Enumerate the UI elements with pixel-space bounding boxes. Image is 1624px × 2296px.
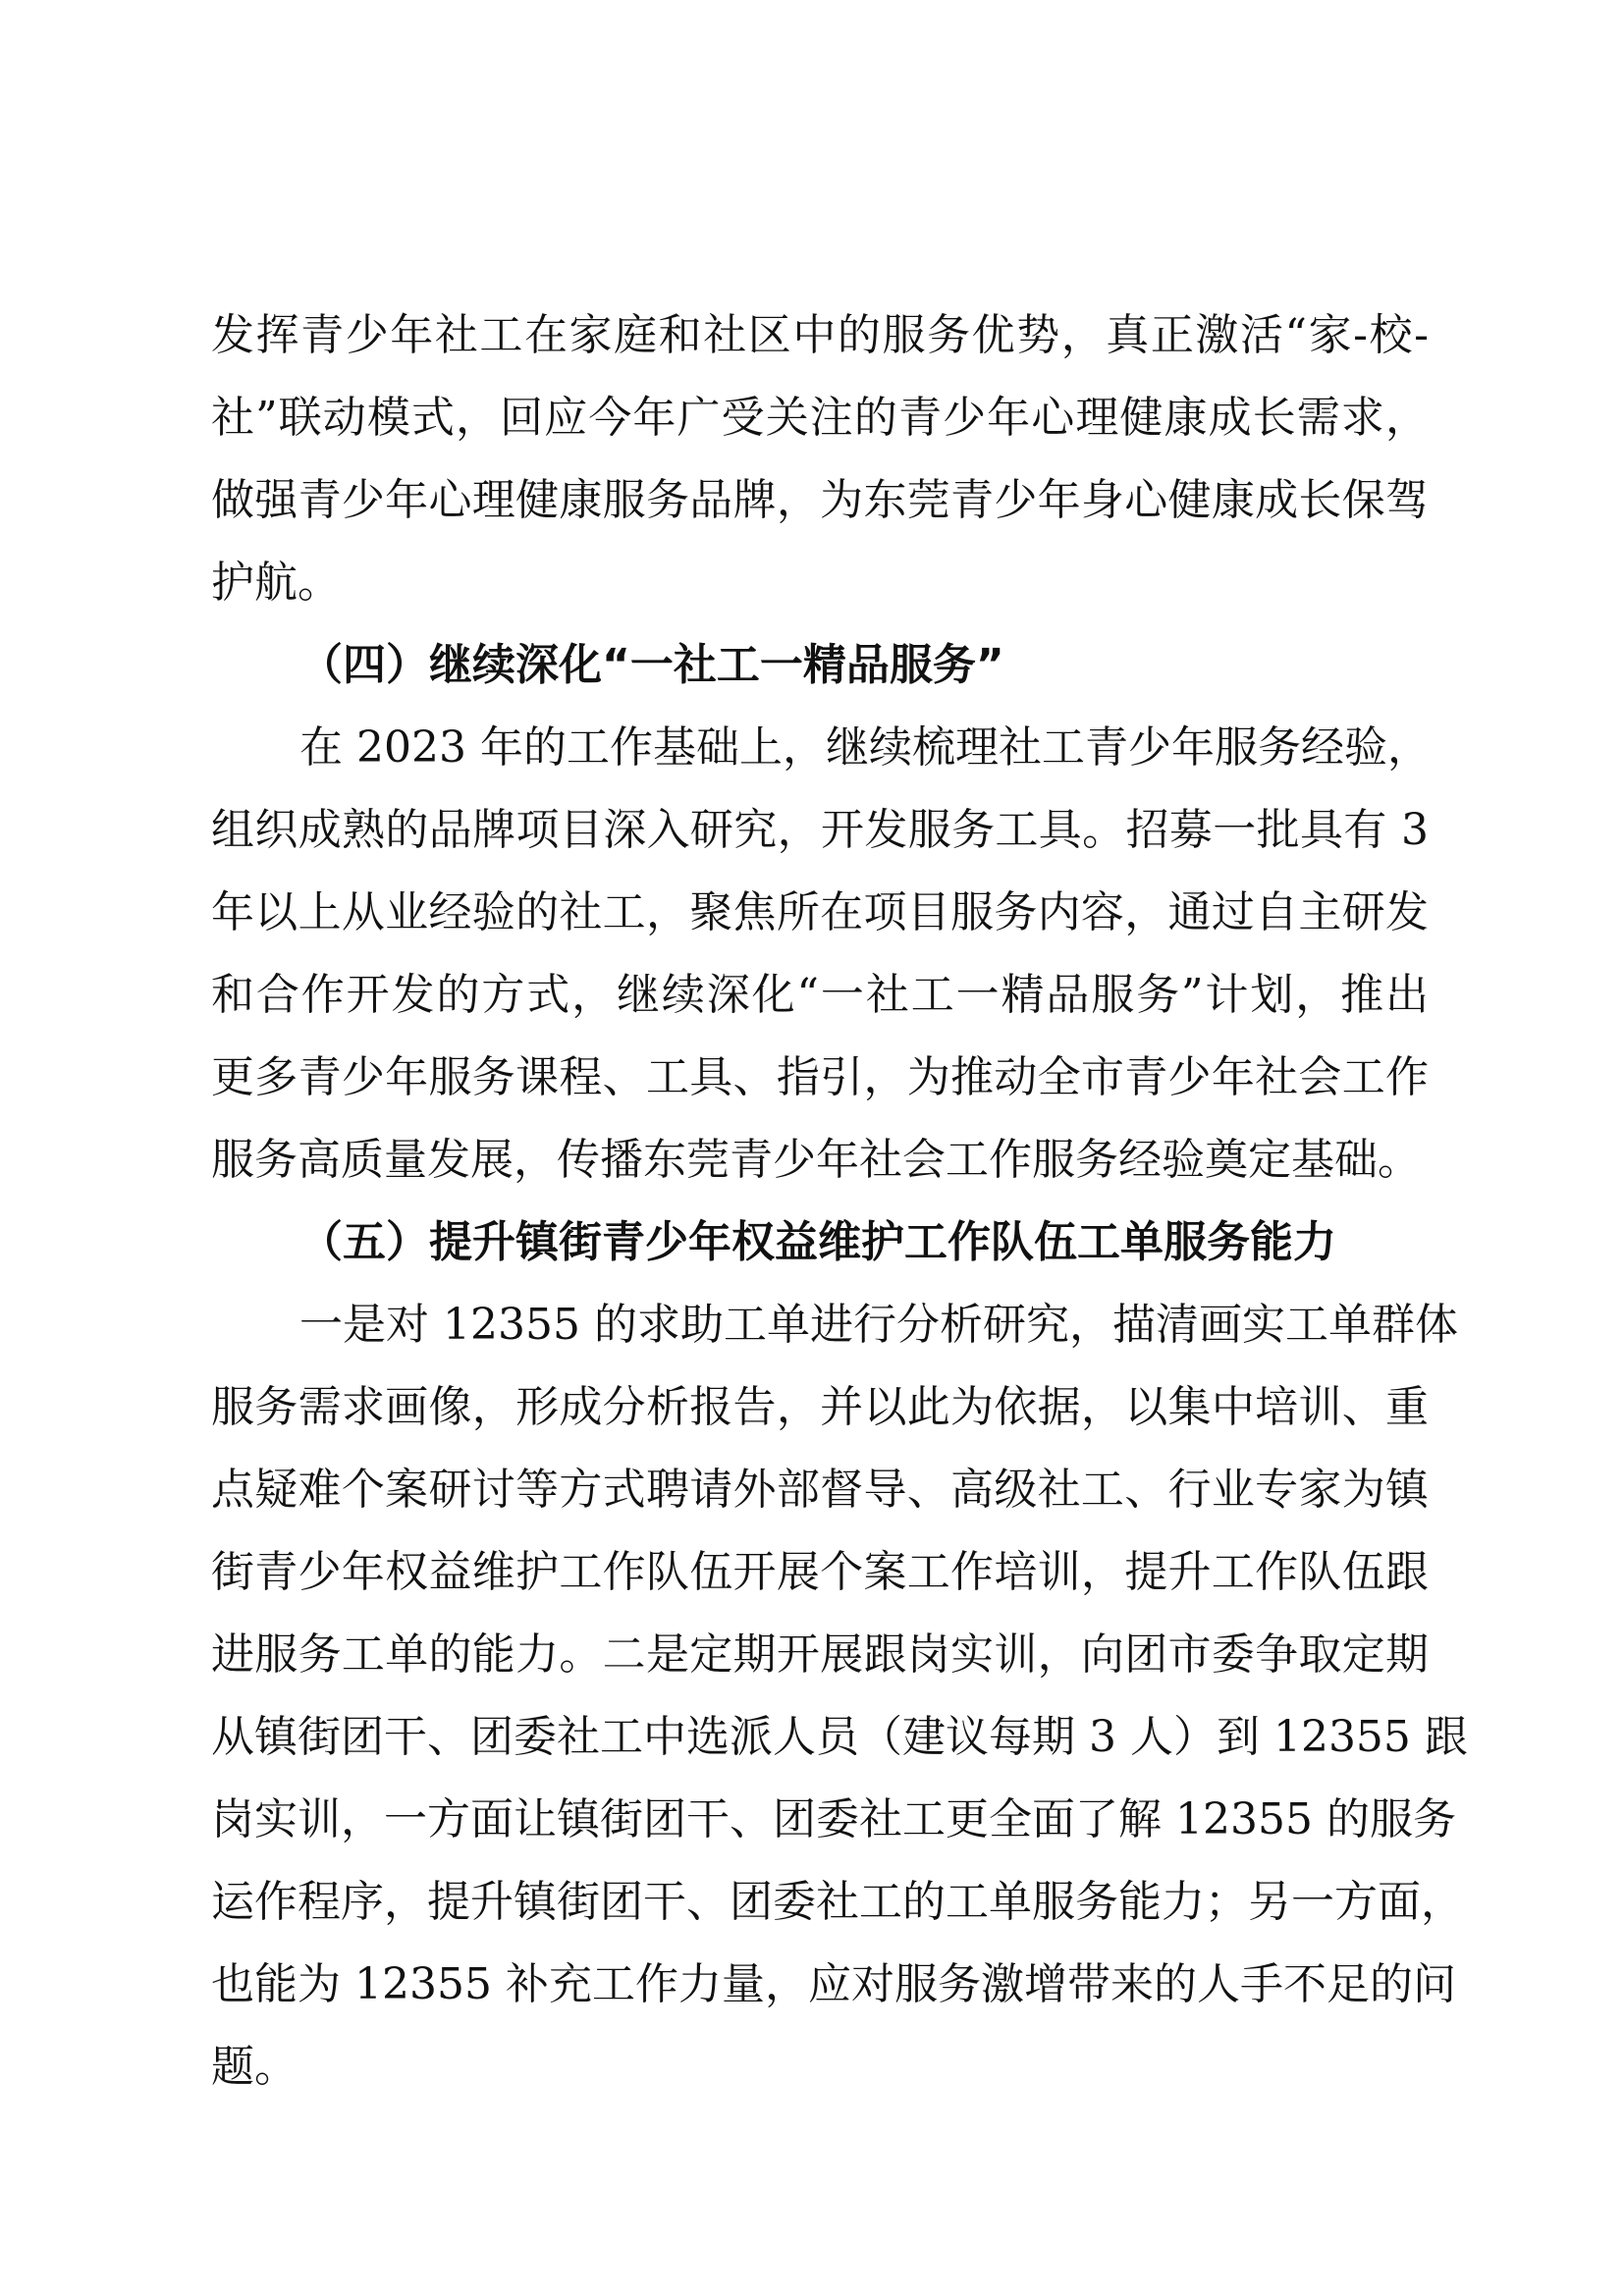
paragraph-line: 进服务工单的能力。二是定期开展跟岗实训，向团市委争取定期 bbox=[211, 1629, 1429, 1680]
paragraph-line: 在 2023 年的工作基础上，继续梳理社工青少年服务经验， bbox=[299, 722, 1431, 773]
paragraph-line: 点疑难个案研讨等方式聘请外部督导、高级社工、行业专家为镇 bbox=[211, 1465, 1429, 1515]
paragraph-line: 服务高质量发展，传播东莞青少年社会工作服务经验奠定基础。 bbox=[211, 1135, 1421, 1185]
paragraph-line: 运作程序，提升镇街团干、团委社工的工单服务能力；另一方面， bbox=[211, 1877, 1464, 1927]
paragraph-line: 护航。 bbox=[211, 558, 341, 608]
paragraph-line: 岗实训，一方面让镇街团干、团委社工更全面了解 12355 的服务 bbox=[211, 1794, 1456, 1844]
section-heading-5: （五）提升镇街青少年权益维护工作队伍工单服务能力 bbox=[299, 1217, 1336, 1267]
paragraph-line: 社”联动模式，回应今年广受关注的青少年心理健康成长需求， bbox=[211, 393, 1429, 443]
paragraph-line: 服务需求画像，形成分析报告，并以此为依据，以集中培训、重 bbox=[211, 1382, 1429, 1432]
paragraph-line: 年以上从业经验的社工，聚焦所在项目服务内容，通过自主研发 bbox=[211, 887, 1429, 937]
paragraph-line: 更多青少年服务课程、工具、指引，为推动全市青少年社会工作 bbox=[211, 1052, 1429, 1102]
paragraph-line: 一是对 12355 的求助工单进行分析研究，描清画实工单群体 bbox=[299, 1300, 1458, 1350]
paragraph-line: 做强青少年心理健康服务品牌，为东莞青少年身心健康成长保驾 bbox=[211, 475, 1429, 525]
section-heading-4: （四）继续深化“一社工一精品服务” bbox=[299, 640, 1004, 690]
paragraph-line: 从镇街团干、团委社工中选派人员（建议每期 3 人）到 12355 跟 bbox=[211, 1712, 1468, 1762]
paragraph-line: 街青少年权益维护工作队伍开展个案工作培训，提升工作队伍跟 bbox=[211, 1547, 1429, 1597]
paragraph-line: 题。 bbox=[211, 2042, 298, 2092]
paragraph-line: 组织成熟的品牌项目深入研究，开发服务工具。招募一批具有 3 bbox=[211, 805, 1429, 855]
paragraph-line: 和合作开发的方式，继续深化“一社工一精品服务”计划，推出 bbox=[211, 970, 1429, 1020]
paragraph-line: 也能为 12355 补充工作力量，应对服务激增带来的人手不足的问 bbox=[211, 1959, 1456, 2009]
paragraph-line: 发挥青少年社工在家庭和社区中的服务优势，真正激活“家-校- bbox=[211, 310, 1429, 360]
